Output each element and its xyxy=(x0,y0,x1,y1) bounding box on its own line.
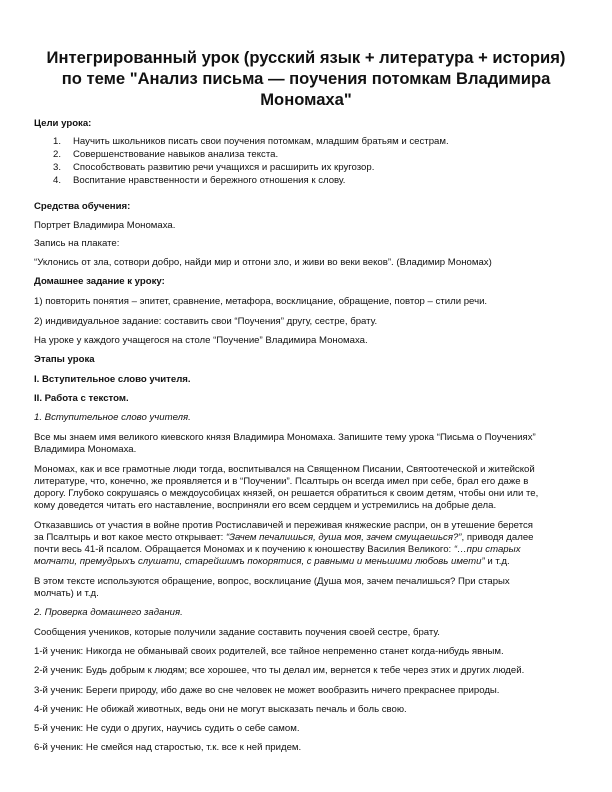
student-text: Никогда не обманывай своих родителей, все тайное непременно станет когда-нибудь явным. xyxy=(85,646,504,657)
student-line xyxy=(34,646,504,658)
means-quote: “Уклонись от зла, сотвори добро, найди мир и отгони зло, и живи во веки веков”. (Владимир Мономах) xyxy=(34,257,492,268)
paragraph-line: литературе, что, конечно, же проявляется и в “Поучении”. Псалтырь он всегда имел при себе, брал его даже в xyxy=(34,476,529,487)
student-label: 1-й ученик: xyxy=(34,646,84,657)
paragraph-line: дорогу. Глубоко сокрушаясь о междоусобицах князей, он решается обратиться к своим детям, чтобы они или те, xyxy=(34,488,539,499)
student-line xyxy=(34,723,300,735)
stages-heading: Этапы урока xyxy=(34,354,95,365)
student-line xyxy=(34,704,407,716)
student-label: 5-й ученик: xyxy=(34,723,84,734)
student-line xyxy=(34,665,524,677)
means-heading: Средства обучения: xyxy=(34,201,131,212)
paragraph-line: Сообщения учеников, которые получили задание составить поучения своей сестре, брату. xyxy=(34,627,440,638)
goal-number: 2. xyxy=(53,149,62,160)
paragraph-line xyxy=(34,556,510,568)
paragraph-line: Владимира Мономаха. xyxy=(34,444,137,455)
paragraph-line: Мономах, как и все грамотные люди тогда, воспитывался на Священном Писании, Святоотеческой и житейской xyxy=(34,464,535,475)
paragraph-line: Отказавшись от участия в войне против Ростиславичей и переживая княжеские распри, он в утешение берется xyxy=(34,520,533,531)
paragraph-line: В этом тексте используются обращение, вопрос, восклицание (Душа моя, зачем печалишься? При старых xyxy=(34,576,510,587)
goal-item: Способствовать развитию речи учащихся и расширить их кругозор. xyxy=(73,162,375,173)
goals-heading: Цели урока: xyxy=(34,118,92,129)
paragraph-line: кому доведется читать его наставление, восприняли его всем сердцем и устремились на добрые дела. xyxy=(34,500,497,511)
stage-heading: I. Вступительное слово учителя. xyxy=(34,374,191,385)
student-label: 4-й ученик: xyxy=(34,704,84,715)
text-run: , приводя далее xyxy=(461,532,534,543)
quote-run: “Зачем печалишься, душа моя, зачем смущаешься?” xyxy=(225,532,462,543)
student-text: Не смейся над старостью, т.к. все к ней придем. xyxy=(85,742,302,753)
paragraph-line: молчать) и т.д. xyxy=(34,588,99,599)
quote-run: молчати, премудрыхъ слушати, старейшимъ покорятися, с равными и меньшими любовь имети” xyxy=(34,556,485,567)
student-label: 6-й ученик: xyxy=(34,742,84,753)
goal-number: 3. xyxy=(53,162,62,173)
homework-note: На уроке у каждого учащегося на столе “Поучение” Владимира Мономаха. xyxy=(34,335,368,346)
homework-item: 1) повторить понятия – эпитет, сравнение, метафора, восклицание, обращение, повтор – стили речи. xyxy=(34,296,488,307)
student-text: Береги природу, ибо даже во сне человек не может вообразить ничего прекраснее природы. xyxy=(85,685,500,696)
goal-item: Совершенствование навыков анализа текста. xyxy=(73,149,279,160)
student-line xyxy=(34,685,499,697)
paragraph-line: Все мы знаем имя великого киевского князя Владимира Мономаха. Запишите тему урока “Письма о Поучениях” xyxy=(34,432,536,443)
student-line xyxy=(34,742,301,754)
quote-run: “…при старых xyxy=(453,544,521,555)
means-portrait: Портрет Владимира Мономаха. xyxy=(34,220,176,231)
homework-heading: Домашнее задание к уроку: xyxy=(34,276,165,287)
means-poster-label: Запись на плакате: xyxy=(34,238,120,249)
paragraph-line xyxy=(34,544,521,556)
student-label: 3-й ученик: xyxy=(34,685,84,696)
student-text: Не суди о других, научись судить о себе самом. xyxy=(85,723,300,734)
homework-item: 2) индивидуальное задание: составить свои “Поучения” другу, сестре, брату. xyxy=(34,316,378,327)
text-run: почти весь 41-й псалом. Обращается Мономах и к поучению к юношеству Василия Великого: xyxy=(34,544,454,555)
sub-heading: 1. Вступительное слово учителя. xyxy=(34,412,191,423)
stage-heading: II. Работа с текстом. xyxy=(34,393,129,404)
goal-item: Научить школьников писать свои поучения потомкам, младшим братьям и сестрам. xyxy=(73,136,449,147)
goal-number: 1. xyxy=(53,136,62,147)
paragraph-line xyxy=(34,532,534,544)
text-run: и т.д. xyxy=(484,556,510,567)
text-run: за Псалтырь и вот какое место открывает: xyxy=(34,532,226,543)
goal-number: 4. xyxy=(53,175,62,186)
student-text: Не обижай животных, ведь они не могут высказать печаль и боль свою. xyxy=(85,704,407,715)
sub-heading: 2. Проверка домашнего задания. xyxy=(34,607,183,618)
goal-item: Воспитание нравственности и бережного отношения к слову. xyxy=(73,175,346,186)
student-label: 2-й ученик: xyxy=(34,665,84,676)
page-title: Интегрированный урок (русский язык + литература + история) по теме "Анализ письма — поучения потомкам Владимира Мономаха" xyxy=(46,48,566,109)
student-text: Будь добрым к людям; все хорошее, что ты делал им, вернется к тебе через этих и других людей. xyxy=(85,665,525,676)
